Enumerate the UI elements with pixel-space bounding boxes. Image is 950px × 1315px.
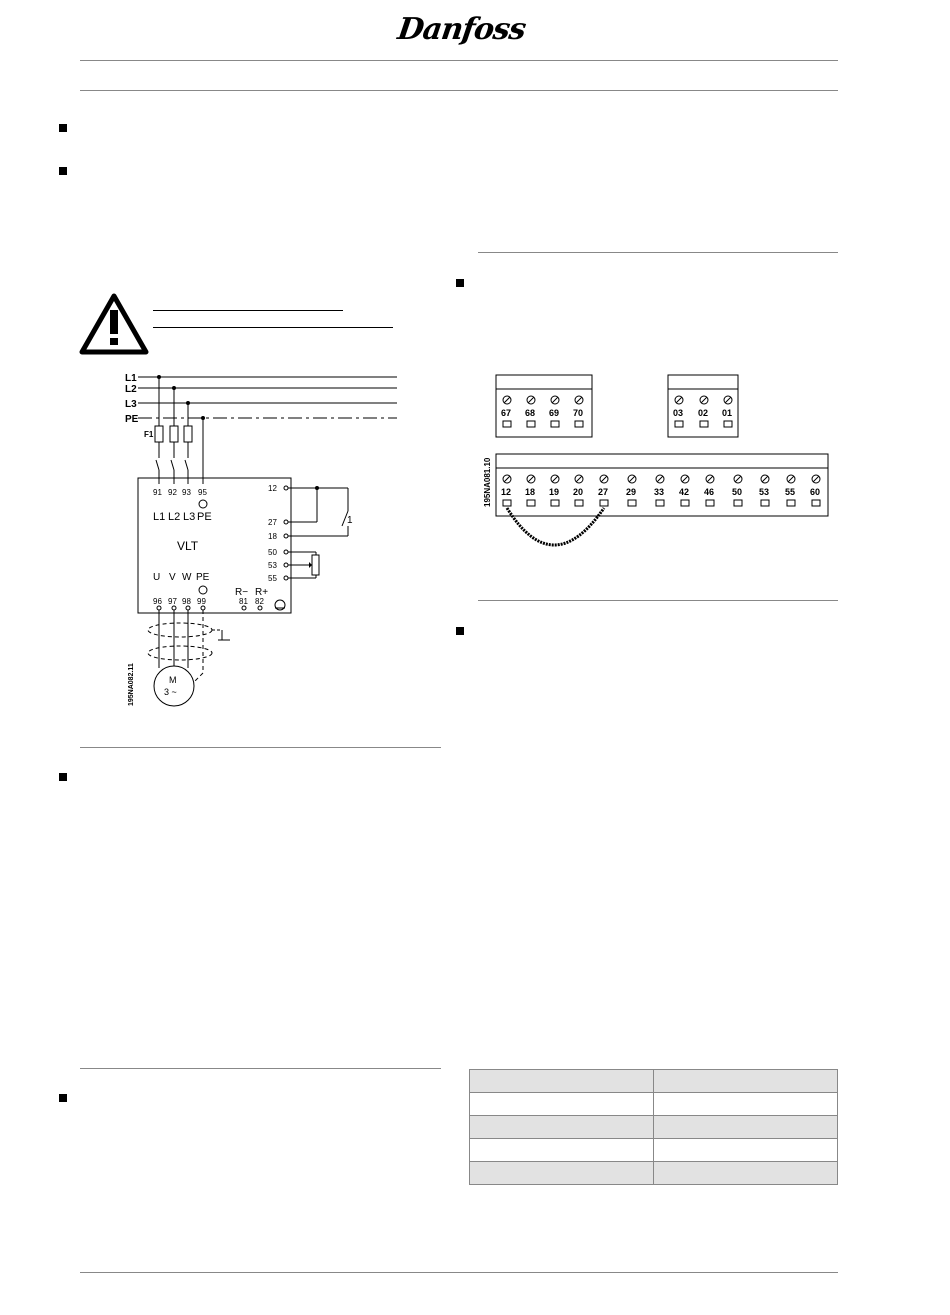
terminal-diagram	[478, 372, 833, 562]
table-cell	[470, 1093, 654, 1116]
terminal-socket	[575, 500, 583, 506]
section-rule	[80, 747, 441, 748]
header-rule-2	[80, 90, 838, 91]
control-terminal: 12	[268, 484, 277, 493]
section-bullet	[456, 627, 464, 635]
control-terminal-label: 18	[525, 487, 536, 497]
warning-triangle-icon	[78, 292, 150, 356]
relay-terminal: 69	[549, 408, 560, 418]
relay-terminal: 70	[573, 408, 584, 418]
diagram-ref-code: 195NA082.11	[128, 663, 135, 706]
terminal-socket	[706, 500, 714, 506]
mains-terminal: 93	[182, 488, 191, 497]
table-cell	[654, 1093, 838, 1116]
terminal-socket	[787, 500, 795, 506]
table-cell	[654, 1162, 838, 1185]
control-terminal: 55	[268, 574, 277, 583]
table-cell	[470, 1116, 654, 1139]
mains-label: L3	[183, 511, 196, 523]
warning-underline	[153, 310, 343, 311]
table-cell	[470, 1162, 654, 1185]
section-bullet	[59, 1094, 67, 1102]
relay-terminal: 68	[525, 408, 536, 418]
control-terminal-label: 19	[549, 487, 560, 497]
control-terminal-label: 46	[704, 487, 715, 497]
unit-label: VLT	[177, 539, 199, 553]
motor-label: PE	[196, 572, 210, 583]
terminal-socket	[551, 500, 559, 506]
control-terminal-label: 29	[626, 487, 637, 497]
control-terminal: 18	[268, 532, 277, 541]
danfoss-logo: Danfoss	[395, 12, 528, 47]
section-bullet	[456, 279, 464, 287]
section-bullet	[59, 773, 67, 781]
line-label-l3: L3	[125, 399, 137, 410]
footer-rule	[80, 1272, 838, 1273]
fuse-label: F1	[144, 430, 154, 439]
motor-terminal: 96	[153, 597, 162, 606]
line-label-pe: PE	[125, 414, 139, 425]
terminal-socket	[681, 500, 689, 506]
mains-terminal: 92	[168, 488, 177, 497]
motor-label: U	[153, 572, 161, 583]
motor-terminal: 97	[168, 597, 177, 606]
relay-terminal: 01	[722, 408, 733, 418]
table-row	[470, 1116, 838, 1139]
motor-terminal: 99	[197, 597, 206, 606]
table-cell	[654, 1116, 838, 1139]
brake-label: R+	[255, 587, 269, 598]
table-cell	[654, 1070, 838, 1093]
brake-label: R−	[235, 587, 249, 598]
terminal-socket	[600, 500, 608, 506]
line-label-l2: L2	[125, 384, 137, 395]
table-row	[470, 1070, 838, 1093]
line-label-l1: L1	[125, 373, 137, 384]
switch-label: 1	[347, 515, 353, 526]
table-cell	[470, 1070, 654, 1093]
terminal-ref-code: 195NA081.10	[483, 457, 492, 507]
motor-label: V	[169, 572, 176, 583]
brake-terminal: 81	[239, 597, 248, 606]
mains-terminal: 95	[198, 488, 207, 497]
section-rule	[478, 600, 838, 601]
motor-symbol: 3 ~	[164, 687, 177, 697]
brake-terminal: 82	[255, 597, 264, 606]
control-terminal-label: 55	[785, 487, 796, 497]
control-terminal: 50	[268, 548, 277, 557]
control-terminal-label: 50	[732, 487, 743, 497]
spec-table	[469, 1069, 838, 1185]
terminal-socket	[527, 500, 535, 506]
terminal-socket	[812, 500, 820, 506]
table-cell	[654, 1139, 838, 1162]
relay-terminal: 03	[673, 408, 684, 418]
terminal-socket	[761, 500, 769, 506]
table-row	[470, 1093, 838, 1116]
table-row	[470, 1139, 838, 1162]
table-cell	[470, 1139, 654, 1162]
motor-label: W	[182, 572, 192, 583]
control-terminal: 53	[268, 561, 277, 570]
control-terminal-label: 53	[759, 487, 770, 497]
section-bullet	[59, 167, 67, 175]
warning-underline	[153, 327, 393, 328]
terminal-socket	[734, 500, 742, 506]
terminal-socket	[503, 500, 511, 506]
mains-label: L2	[168, 511, 181, 523]
wiring-diagram	[120, 368, 410, 713]
terminal-socket	[628, 500, 636, 506]
section-rule	[478, 252, 838, 253]
mains-label: PE	[197, 511, 212, 523]
table-row	[470, 1162, 838, 1185]
section-rule	[80, 1068, 441, 1069]
motor-terminal: 98	[182, 597, 191, 606]
control-terminal: 27	[268, 518, 277, 527]
terminal-socket	[656, 500, 664, 506]
relay-terminal: 02	[698, 408, 709, 418]
control-terminal-label: 33	[654, 487, 665, 497]
relay-terminal: 67	[501, 408, 512, 418]
control-terminal-label: 27	[598, 487, 609, 497]
mains-terminal: 91	[153, 488, 162, 497]
mains-label: L1	[153, 511, 166, 523]
control-terminal-label: 12	[501, 487, 512, 497]
header-rule	[80, 60, 838, 61]
control-terminal-label: 20	[573, 487, 584, 497]
section-bullet	[59, 124, 67, 132]
control-terminal-label: 42	[679, 487, 690, 497]
control-terminal-label: 60	[810, 487, 821, 497]
motor-symbol: M	[169, 675, 177, 685]
